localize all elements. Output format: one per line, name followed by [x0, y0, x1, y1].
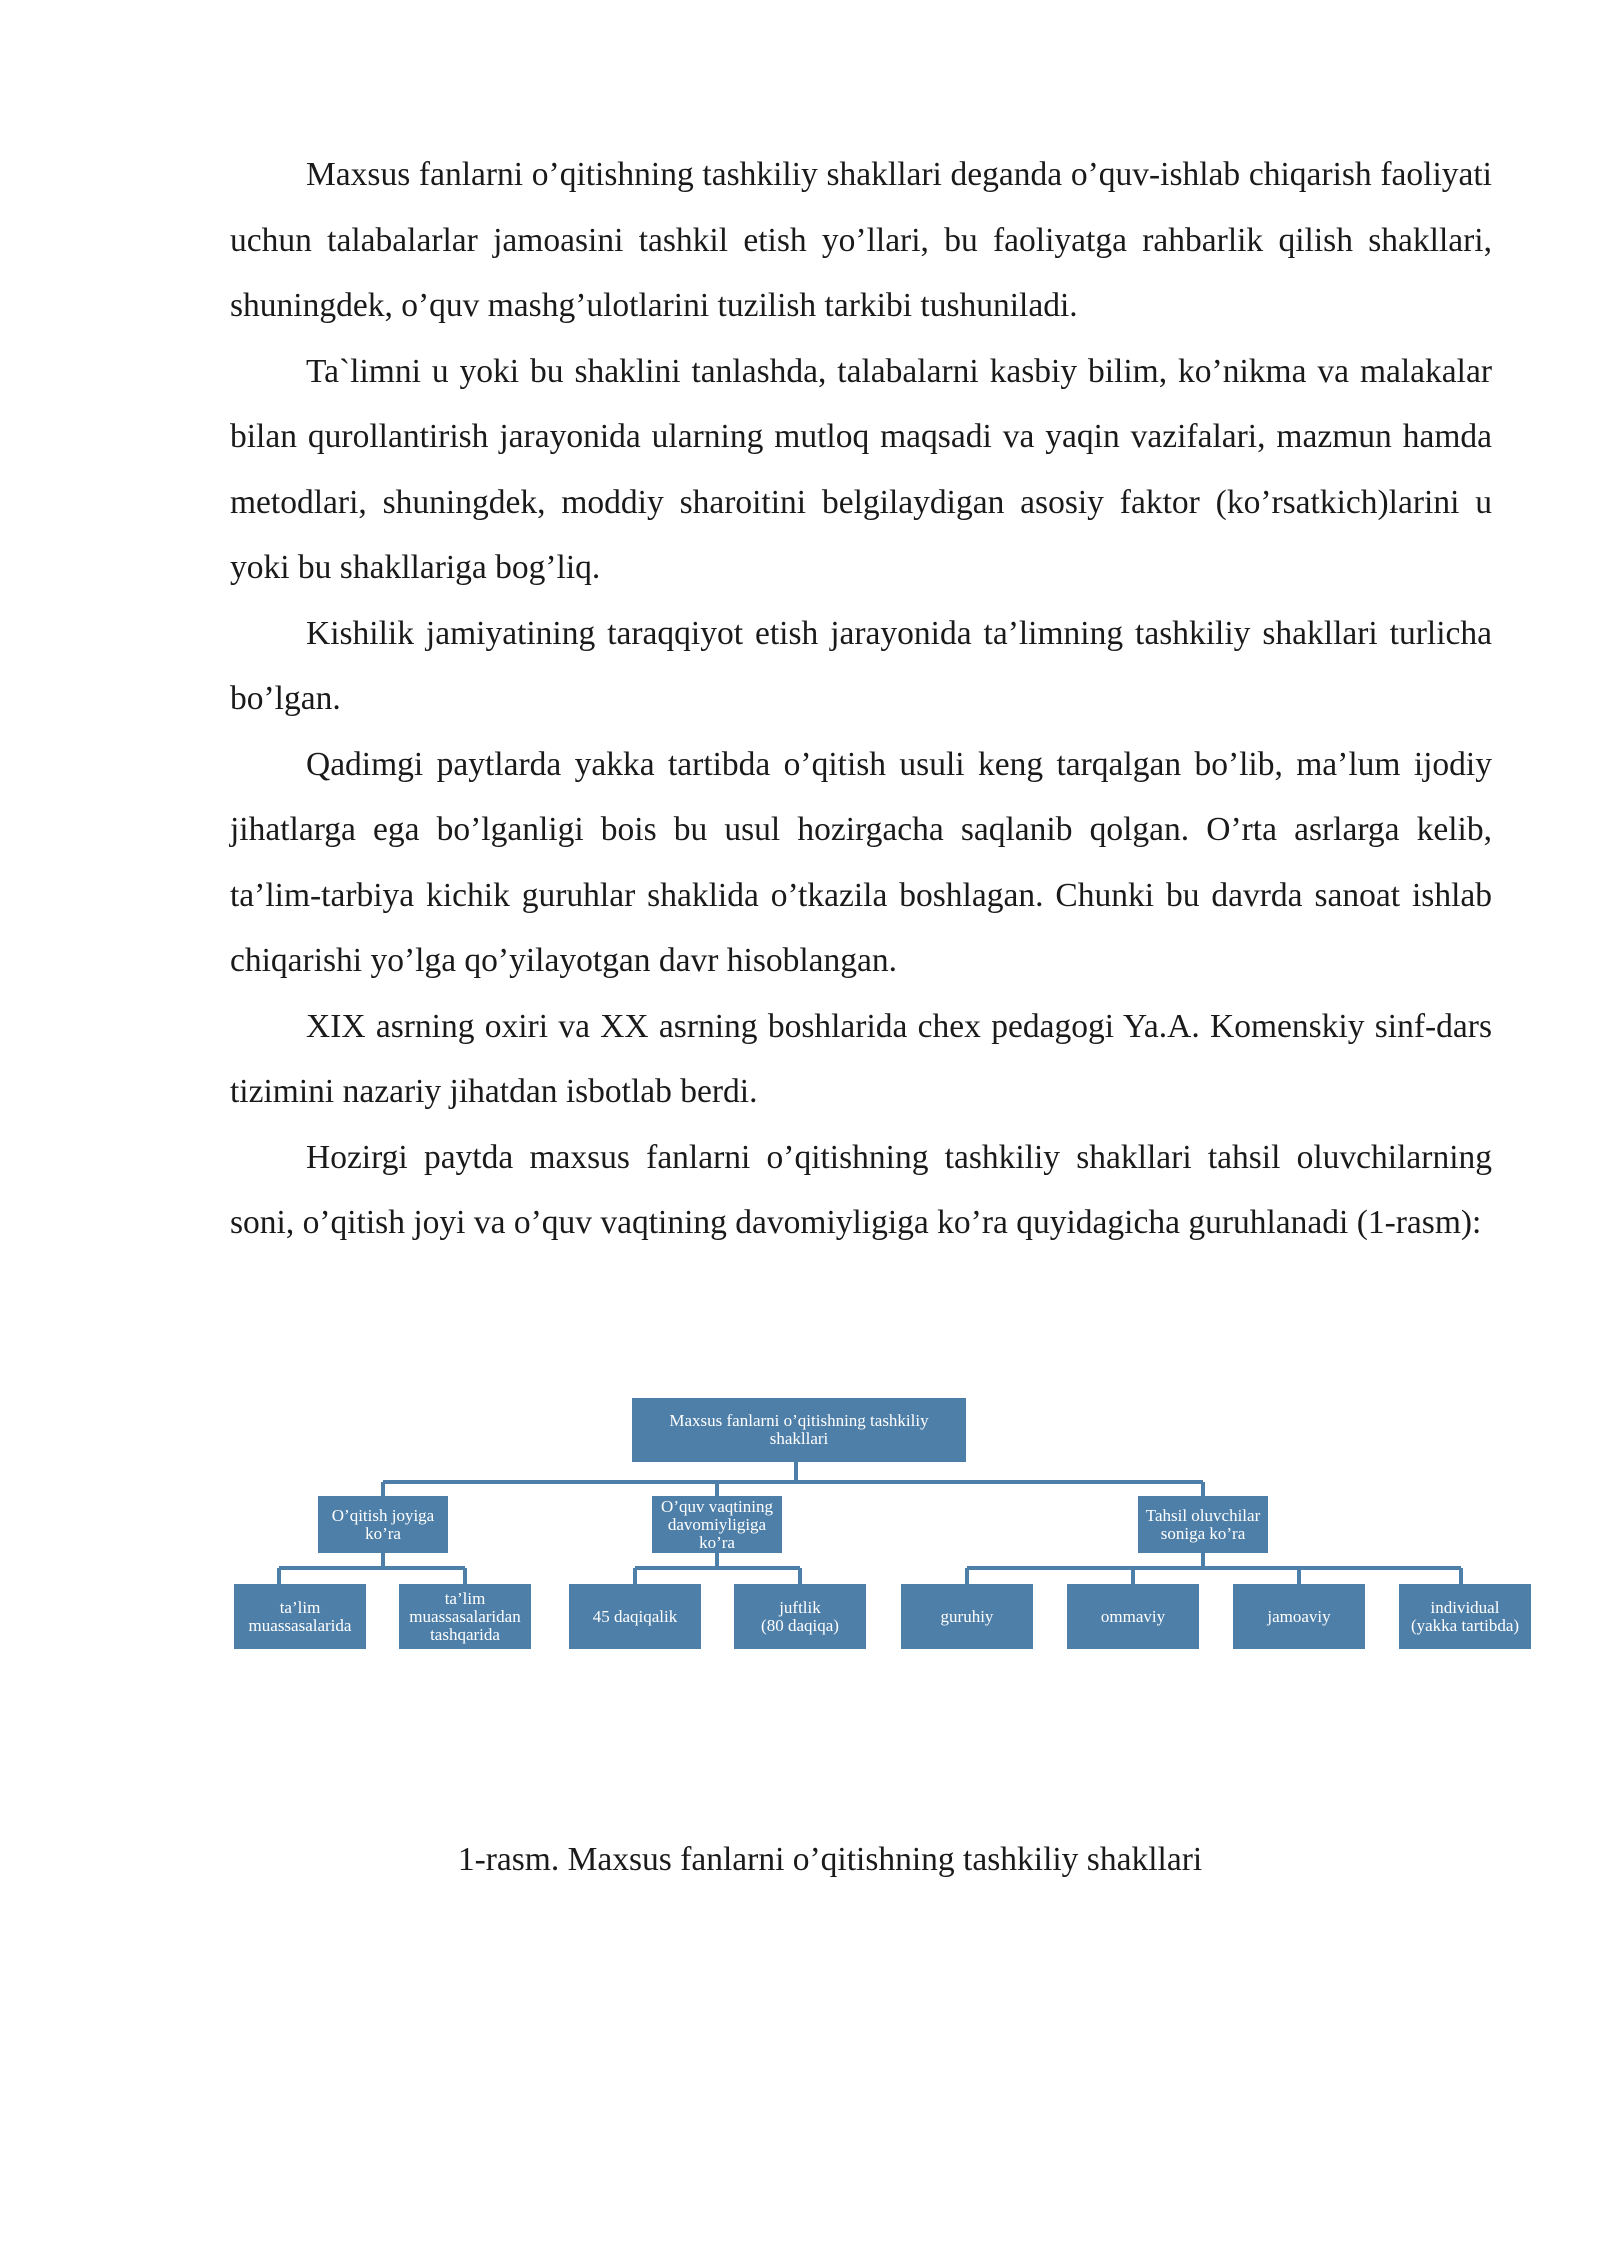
leaf-node: ta’lim muassasalarida — [234, 1584, 366, 1649]
group-node-count: Tahsil oluvchilar soniga ko’ra — [1138, 1496, 1268, 1553]
group-node-location: O’qitish joyiga ko’ra — [318, 1496, 448, 1553]
group-node-duration: O’quv vaqtining davomiyligiga ko’ra — [652, 1496, 782, 1553]
leaf-node: individual (yakka tartibda) — [1399, 1584, 1531, 1649]
leaf-node: jamoaviy — [1233, 1584, 1365, 1649]
paragraph: Qadimgi paytlarda yakka tartibda o’qitish usuli keng tarqalgan bo’lib, ma’lum ijodiy jihatlarga ega bo’lganligi bois bu usul hozirgacha saqlanib qolgan. O’rta asrlarga kelib, ta’lim-tarbiya kichik guruhlar shaklida o’tkazila boshlagan. Chunki bu davrda sanoat ishlab chiqarishi yo’lga qo’yilayotgan davr hisoblangan. — [230, 745, 1492, 979]
leaf-node: ta’lim muassasalaridan tashqarida — [399, 1584, 531, 1649]
paragraph: Ta`limni u yoki bu shaklini tanlashda, talabalarni kasbiy bilim, ko’nikma va malakalar bilan qurollantirish jarayonida ularning mutloq maqsadi va yaqin vazifalari, mazmun hamda metodlari, shuningdek, moddiy sharoitini belgilaydigan asosiy faktor (ko’rsatkich)larini u yoki bu shakllariga bog’liq. — [230, 352, 1492, 586]
root-node: Maxsus fanlarni o’qitishning tashkiliy shakllari — [632, 1398, 966, 1462]
leaf-node: juftlik (80 daqiqa) — [734, 1584, 866, 1649]
leaf-node: guruhiy — [901, 1584, 1033, 1649]
hierarchy-diagram — [230, 1398, 1542, 1680]
paragraph: Kishilik jamiyatining taraqqiyot etish jarayonida ta’limning tashkiliy shakllari turlicha bo’lgan. — [230, 614, 1492, 717]
figure-caption: 1-rasm. Maxsus fanlarni o’qitishning tashkiliy shakllari — [457, 1841, 1203, 1878]
leaf-node: ommaviy — [1067, 1584, 1199, 1649]
paragraph: XIX asrning oxiri va XX asrning boshlarida chex pedagogi Ya.A. Komenskiy sinf-dars tizimini nazariy jihatdan isbotlab berdi. — [230, 1007, 1492, 1110]
paragraph: Hozirgi paytda maxsus fanlarni o’qitishning tashkiliy shakllari tahsil oluvchilarning soni, o’qitish joyi va o’quv vaqtining davomiyligiga ko’ra quyidagicha guruhlanadi (1-rasm): — [230, 1138, 1492, 1241]
body-text — [230, 142, 1492, 1256]
paragraph: Maxsus fanlarni o’qitishning tashkiliy shakllari deganda o’quv-ishlab chiqarish faoliyati uchun talabalarlar jamoasini tashkil etish yo’llari, bu faoliyatga rahbarlik qilish shakllari, shuningdek, o’quv mashg’ulotlarini tuzilish tarkibi tushuniladi. — [230, 156, 1492, 324]
leaf-node: 45 daqiqalik — [569, 1584, 701, 1649]
